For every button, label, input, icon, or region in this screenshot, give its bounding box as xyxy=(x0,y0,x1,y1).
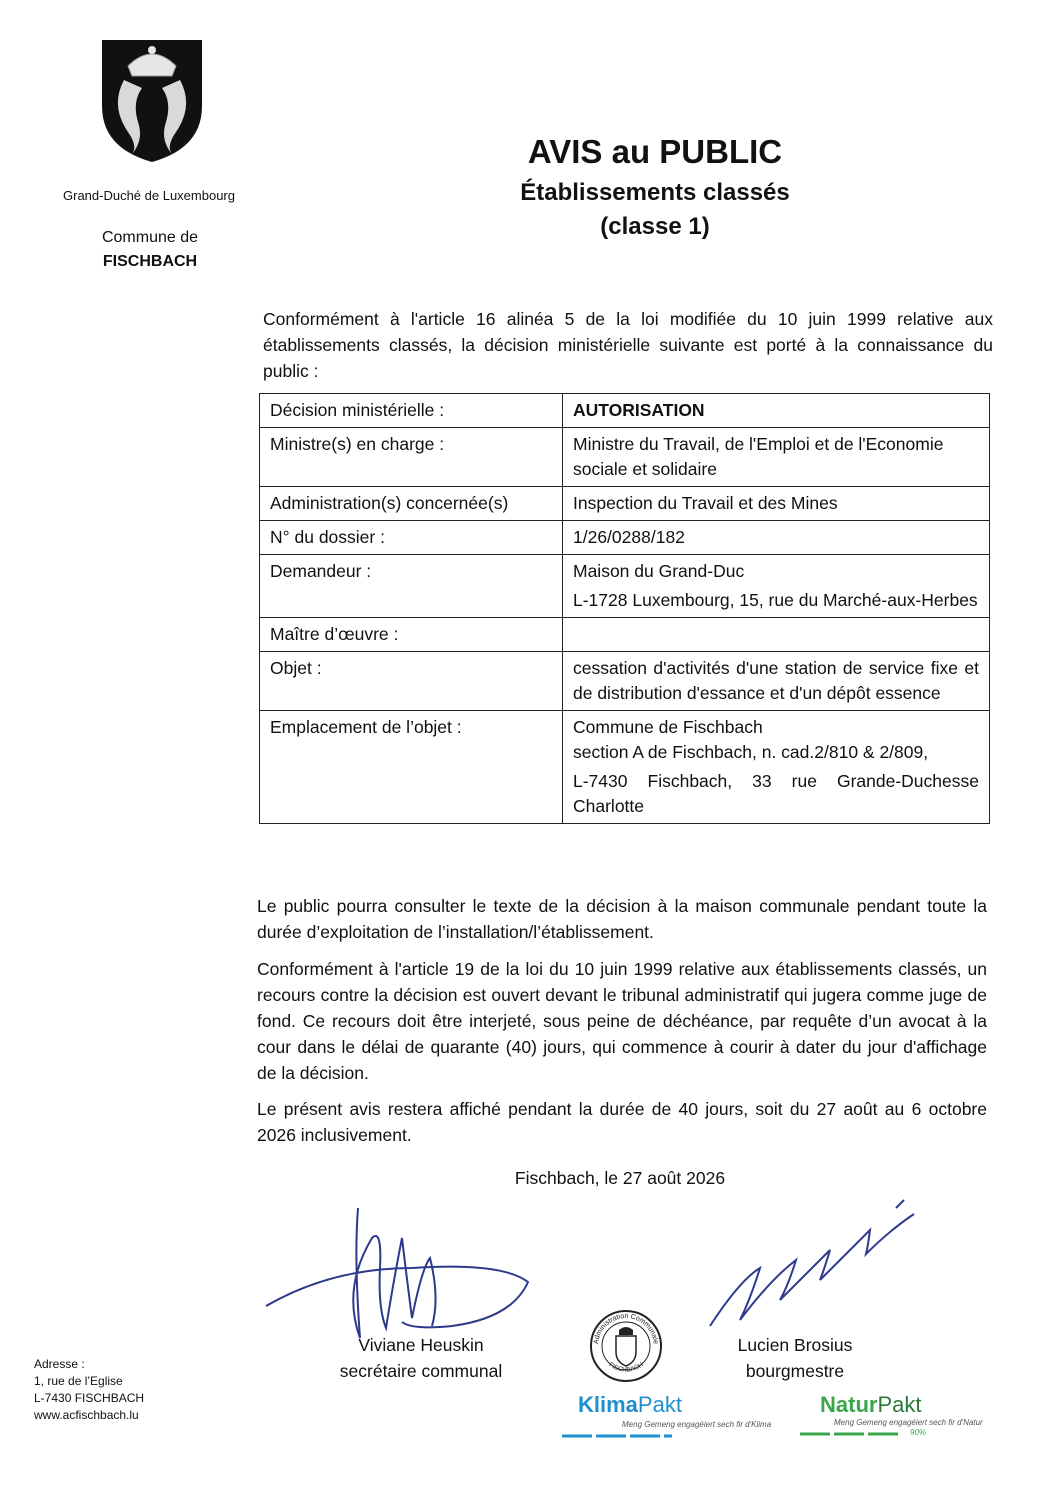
table-row xyxy=(260,394,990,428)
communal-seal xyxy=(588,1308,664,1384)
seal-text-top: Administration Communale xyxy=(593,1312,659,1345)
emplacement-value xyxy=(563,711,990,824)
country-name: Grand-Duché de Luxembourg xyxy=(63,188,235,203)
intro-paragraph: Conformément à l'article 16 alinéa 5 de la loi modifiée du 10 juin 1999 relative aux établissements classés, la décision ministérielle suivante est porté à la connaissance du public : xyxy=(263,309,993,381)
commune-name: FISCHBACH xyxy=(102,253,198,270)
naturpakt-logo-bold: Natur xyxy=(820,1392,878,1417)
appeal-paragraph: Conformément à l'article 19 de la loi du 10 juin 1999 relative aux établissements classés, un recours contre la décision est ouvert devant le tribunal administratif qui jugera comme juge de fond. Ce recours doit être interjeté, sous peine de déchéance, par requête d’un avocat à la cour dans le délai de quarante (40) jours, qui commence à courir à dater du jour d'affichage de la décision. xyxy=(257,959,987,1083)
address-website[interactable]: www.acfischbach.lu xyxy=(34,1408,139,1422)
maitre-label: Maître d’œuvre : xyxy=(260,618,563,652)
address-line-2: L-7430 FISCHBACH xyxy=(34,1391,145,1405)
address-label: Adresse : xyxy=(34,1357,85,1371)
table-row xyxy=(260,555,990,618)
klimapakt-bar-icon xyxy=(562,1428,772,1442)
notice-title xyxy=(420,130,890,244)
table-row xyxy=(260,652,990,711)
signature-left-icon xyxy=(262,1198,532,1348)
coat-of-arms-icon xyxy=(98,36,206,164)
dossier-value: 1/26/0288/182 xyxy=(563,521,990,555)
signatory-left-name: Viviane Heuskin xyxy=(358,1335,484,1355)
decision-label: Décision ministérielle : xyxy=(260,394,563,428)
klimapakt-logo-light: Pakt xyxy=(637,1392,682,1417)
title-class: (classe 1) xyxy=(600,213,710,240)
table-row xyxy=(260,618,990,652)
decision-table xyxy=(259,393,990,824)
title-main: AVIS au PUBLIC xyxy=(527,133,783,170)
table-row xyxy=(260,521,990,555)
consultation-paragraph: Le public pourra consulter le texte de la décision à la maison communale pendant toute la durée d’exploitation de l’installation/l’établissement. xyxy=(257,896,987,942)
naturpakt-bar-icon xyxy=(800,1426,990,1440)
table-row xyxy=(260,487,990,521)
objet-value: cessation d'activités d'une station de service fixe et de distribution d'essance et d'un dépôt essence xyxy=(563,652,990,711)
ministre-value: Ministre du Travail, de l'Emploi et de l'Economie sociale et solidaire xyxy=(563,428,990,487)
display-period-paragraph: Le présent avis restera affiché pendant la durée de 40 jours, soit du 27 août au 6 octobre 2026 inclusivement. xyxy=(257,1099,987,1145)
signatory-right xyxy=(700,1332,890,1384)
maitre-value xyxy=(563,618,990,652)
emplacement-line-2: section A de Fischbach, n. cad.2/810 & 2/809, xyxy=(573,742,929,762)
signature-right-icon xyxy=(700,1190,930,1340)
naturpakt-percent: 90% xyxy=(910,1428,927,1437)
naturpakt-tagline: Meng Gemeng engagéiert sech fir d'Natur xyxy=(834,1418,983,1427)
objet-label: Objet : xyxy=(260,652,563,711)
dossier-label: N° du dossier : xyxy=(260,521,563,555)
naturpakt-logo-light: Pakt xyxy=(877,1392,922,1417)
emplacement-line-1: Commune de Fischbach xyxy=(573,717,763,737)
address-line-1: 1, rue de l’Eglise xyxy=(34,1374,123,1388)
demandeur-line-2: L-1728 Luxembourg, 15, rue du Marché-aux-Herbes xyxy=(573,590,978,610)
emplacement-label: Emplacement de l’objet : xyxy=(260,711,563,824)
signatory-left xyxy=(316,1332,526,1384)
seal-text-bottom: FISCHBACH xyxy=(607,1361,645,1374)
demandeur-label: Demandeur : xyxy=(260,555,563,618)
signatory-right-name: Lucien Brosius xyxy=(737,1335,853,1355)
demandeur-value xyxy=(563,555,990,618)
admin-label: Administration(s) concernée(s) xyxy=(260,487,563,521)
signatory-left-role: secrétaire communal xyxy=(339,1361,503,1381)
place-date: Fischbach, le 27 août 2026 xyxy=(514,1168,726,1188)
commune-label: Commune de xyxy=(101,229,199,246)
naturpakt-logo xyxy=(800,1392,990,1480)
table-row xyxy=(260,711,990,824)
ministre-label: Ministre(s) en charge : xyxy=(260,428,563,487)
title-sub: Établissements classés xyxy=(520,179,790,206)
commune-block xyxy=(60,226,240,274)
klimapakt-tagline: Meng Gemeng engagéiert sech fir d'Klima xyxy=(622,1420,772,1429)
klimapakt-logo-bold: Klima xyxy=(578,1392,638,1417)
admin-value: Inspection du Travail et des Mines xyxy=(563,487,990,521)
address-block xyxy=(34,1356,144,1424)
table-row xyxy=(260,428,990,487)
demandeur-line-1: Maison du Grand-Duc xyxy=(573,561,745,581)
emplacement-line-3: L-7430 Fischbach, 33 rue Grande-Duchesse Charlotte xyxy=(573,771,979,816)
signatory-right-role: bourgmestre xyxy=(745,1361,845,1381)
decision-value: AUTORISATION xyxy=(563,394,990,428)
klimapakt-logo xyxy=(562,1392,772,1480)
